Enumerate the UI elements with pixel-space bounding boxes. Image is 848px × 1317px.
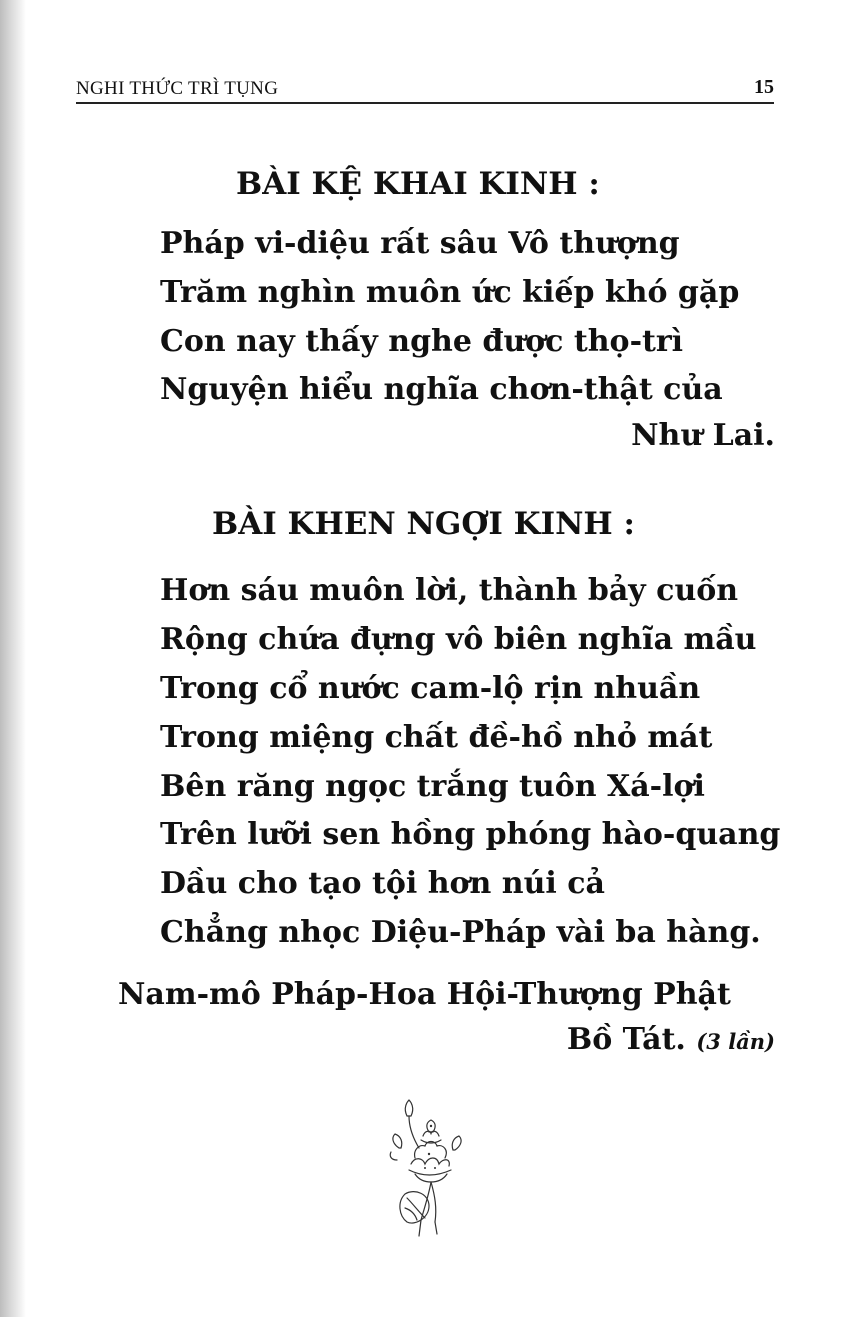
verse-line: Như Lai.	[631, 418, 775, 453]
verse-line: Rộng chứa đựng vô biên nghĩa mầu	[160, 622, 757, 657]
section-heading-khai-kinh: BÀI KỆ KHAI KINH :	[236, 166, 600, 202]
invocation-bo-tat: Bồ Tát.	[566, 1022, 686, 1057]
verse-line: Hơn sáu muôn lời, thành bảy cuốn	[160, 573, 739, 608]
lotus-flower-icon	[385, 1098, 467, 1238]
verse-line: Chẳng nhọc Diệu-Pháp vài ba hàng.	[160, 915, 761, 950]
running-header	[76, 76, 774, 104]
verse-line: Trong cổ nước cam-lộ rịn nhuần	[160, 671, 701, 706]
verse-line: Dầu cho tạo tội hơn núi cả	[160, 866, 605, 901]
verse-line: Trên lưỡi sen hồng phóng hào-quang	[160, 817, 781, 852]
invocation-line: Nam-mô Pháp-Hoa Hội-Thượng Phật	[118, 977, 731, 1012]
verse-line: Trăm nghìn muôn ức kiếp khó gặp	[160, 275, 740, 310]
verse-line: Con nay thấy nghe được thọ-trì	[160, 324, 684, 359]
section-heading-khen-ngoi-kinh: BÀI KHEN NGỢI KINH :	[212, 506, 635, 542]
invocation-line-end	[450, 1022, 775, 1057]
repeat-note: (3 lần)	[696, 1029, 775, 1054]
verse-line: Trong miệng chất đề-hồ nhỏ mát	[160, 720, 713, 755]
page-number: 15	[754, 76, 774, 98]
header-title: NGHI THỨC TRÌ TỤNG	[76, 78, 279, 99]
page-binding-shadow	[0, 0, 26, 1317]
verse-line: Nguyện hiểu nghĩa chơn-thật của	[160, 372, 723, 407]
verse-line: Bên răng ngọc trắng tuôn Xá-lợi	[160, 769, 705, 804]
verse-line: Pháp vi-diệu rất sâu Vô thượng	[160, 226, 680, 261]
